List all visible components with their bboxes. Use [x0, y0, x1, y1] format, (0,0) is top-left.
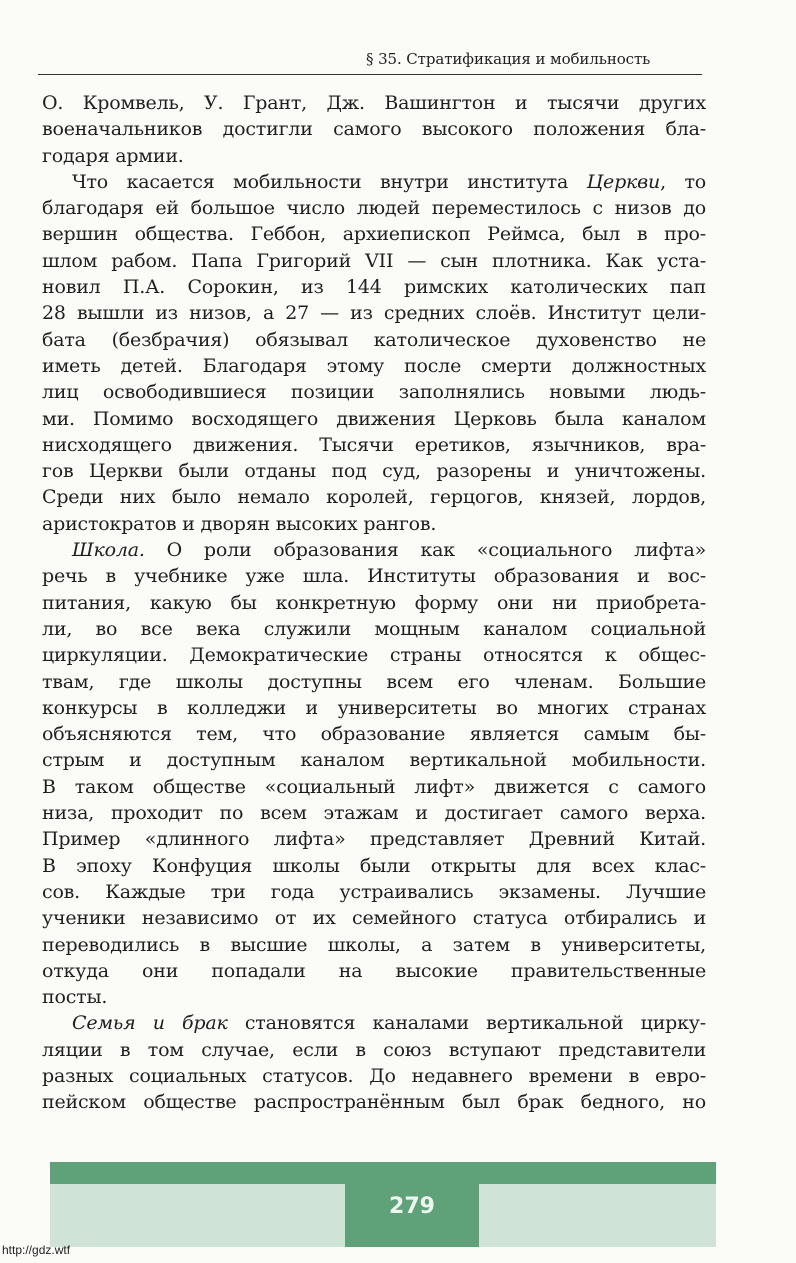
text-run: В эпоху Конфуция школы были открыты для всех клас- [42, 854, 706, 877]
text-run: ли, во все века служили мощным каналом социальной [42, 617, 706, 640]
text-line [42, 327, 706, 353]
page-footer [50, 1162, 716, 1247]
paragraph [42, 537, 706, 1010]
footer-stripe [50, 1162, 716, 1184]
text-line [42, 537, 706, 563]
text-run: шлом рабом. Папа Григорий VII — сын плотника. Как уста- [42, 249, 706, 272]
text-line [42, 300, 706, 326]
text-line [42, 195, 706, 221]
text-line [42, 1063, 706, 1089]
text-line [42, 669, 706, 695]
paragraph [42, 1010, 706, 1115]
text-line [42, 826, 706, 852]
text-run: переводились в высшие школы, а затем в университеты, [42, 933, 706, 956]
italic-term: Семья и брак [72, 1012, 228, 1035]
text-line [42, 800, 706, 826]
body-text [42, 90, 706, 1116]
text-line [42, 1089, 706, 1115]
text-run: аристократов и дворян высоких рангов. [42, 512, 437, 535]
text-run: новил П.А. Сорокин, из 144 римских католических пап [42, 276, 706, 299]
text-run: В таком обществе «социальный лифт» движется с самого [42, 775, 706, 798]
text-run: гов Церкви были отданы под суд, разорены и уничтожены. [42, 460, 706, 483]
text-run: лиц освободившиеся позиции заполнялись новыми людь- [42, 381, 706, 404]
running-head: § 35. Стратификация и мобильность [366, 50, 651, 68]
text-run: твам, где школы доступны всем его членам. Большие [42, 670, 706, 693]
text-run: ляции в том случае, если в союз вступают представители [42, 1038, 706, 1061]
italic-term: Церкви [586, 170, 661, 193]
text-run: Среди них было немало королей, герцогов, князей, лордов, [42, 486, 706, 509]
text-line [42, 853, 706, 879]
text-run: речь в учебнике уже шла. Институты образования и вос- [42, 565, 706, 588]
text-line [42, 90, 706, 116]
text-run: низа, проходит по всем этажам и достигает самого верха. [42, 802, 706, 825]
text-run: конкурсы в колледжи и университеты во многих странах [42, 696, 706, 719]
text-run: Пример «длинного лифта» представляет Древний Китай. [42, 828, 706, 851]
text-line [42, 563, 706, 589]
text-line [42, 353, 706, 379]
text-line [42, 143, 706, 169]
page-number-tab [345, 1184, 479, 1247]
text-run: , то [660, 170, 706, 193]
text-line [42, 747, 706, 773]
text-run: военачальников достигли самого высокого положения бла- [42, 118, 706, 141]
text-run: сов. Каждые три года устраивались экзамены. Лучшие [42, 880, 706, 903]
text-line [42, 274, 706, 300]
text-run: пейском обществе распространённым был брак бедного, но [42, 1091, 706, 1114]
text-run: разных социальных статусов. До недавнего времени в евро- [42, 1064, 706, 1087]
text-line [42, 642, 706, 668]
text-line [42, 695, 706, 721]
watermark-url[interactable]: http://gdz.wtf [2, 1243, 71, 1257]
text-run: циркуляции. Демократические страны относятся к общес- [42, 644, 706, 667]
text-line [42, 1010, 706, 1036]
text-run: О. Кромвель, У. Грант, Дж. Вашингтон и тысячи других [42, 92, 706, 114]
text-line [42, 721, 706, 747]
text-line [42, 379, 706, 405]
text-run: вершин общества. Геббон, архиепископ Реймса, был в про- [42, 223, 706, 246]
text-run: ми. Помимо восходящего движения Церковь была каналом [42, 407, 706, 430]
text-run: становятся каналами вертикальной цирку- [227, 1012, 706, 1035]
text-line [42, 116, 706, 142]
text-run: посты. [42, 986, 108, 1009]
text-run: О роли образования как «социального лифта» [144, 539, 706, 562]
text-line [42, 616, 706, 642]
text-line [42, 169, 706, 195]
text-line [42, 932, 706, 958]
text-line [42, 1037, 706, 1063]
text-line [42, 248, 706, 274]
text-run: объясняются тем, что образование является самым бы- [42, 723, 706, 746]
text-line [42, 221, 706, 247]
text-run: бата (безбрачия) обязывал католическое духовенство не [42, 328, 706, 351]
text-line [42, 432, 706, 458]
page-number: 279 [389, 1194, 435, 1219]
text-line [42, 458, 706, 484]
text-run: 28 вышли из низов, а 27 — из средних слоёв. Институт цели- [42, 302, 706, 325]
text-line [42, 958, 706, 984]
text-line [42, 511, 706, 537]
text-line [42, 590, 706, 616]
paragraph [42, 169, 706, 537]
text-run: питания, какую бы конкретную форму они ни приобрета- [42, 591, 706, 614]
text-line [42, 774, 706, 800]
text-line [42, 905, 706, 931]
text-run: иметь детей. Благодаря этому после смерти должностных [42, 354, 706, 377]
paragraph [42, 90, 706, 169]
text-run: благодаря ей большое число людей переместилось с низов до [42, 197, 706, 220]
text-line [42, 984, 706, 1010]
text-run: ученики независимо от их семейного статуса отбирались и [42, 907, 706, 930]
text-run: годаря армии. [42, 144, 184, 167]
italic-term: Школа. [72, 539, 145, 562]
text-run: нисходящего движения. Тысячи еретиков, язычников, вра- [42, 433, 706, 456]
text-run: Что касается мобильности внутри института [72, 170, 587, 193]
text-line [42, 484, 706, 510]
text-run: откуда они попадали на высокие правительственные [42, 959, 706, 982]
text-line [42, 406, 706, 432]
text-line [42, 879, 706, 905]
header-rule [38, 74, 702, 75]
text-run: стрым и доступным каналом вертикальной мобильности. [42, 749, 706, 772]
